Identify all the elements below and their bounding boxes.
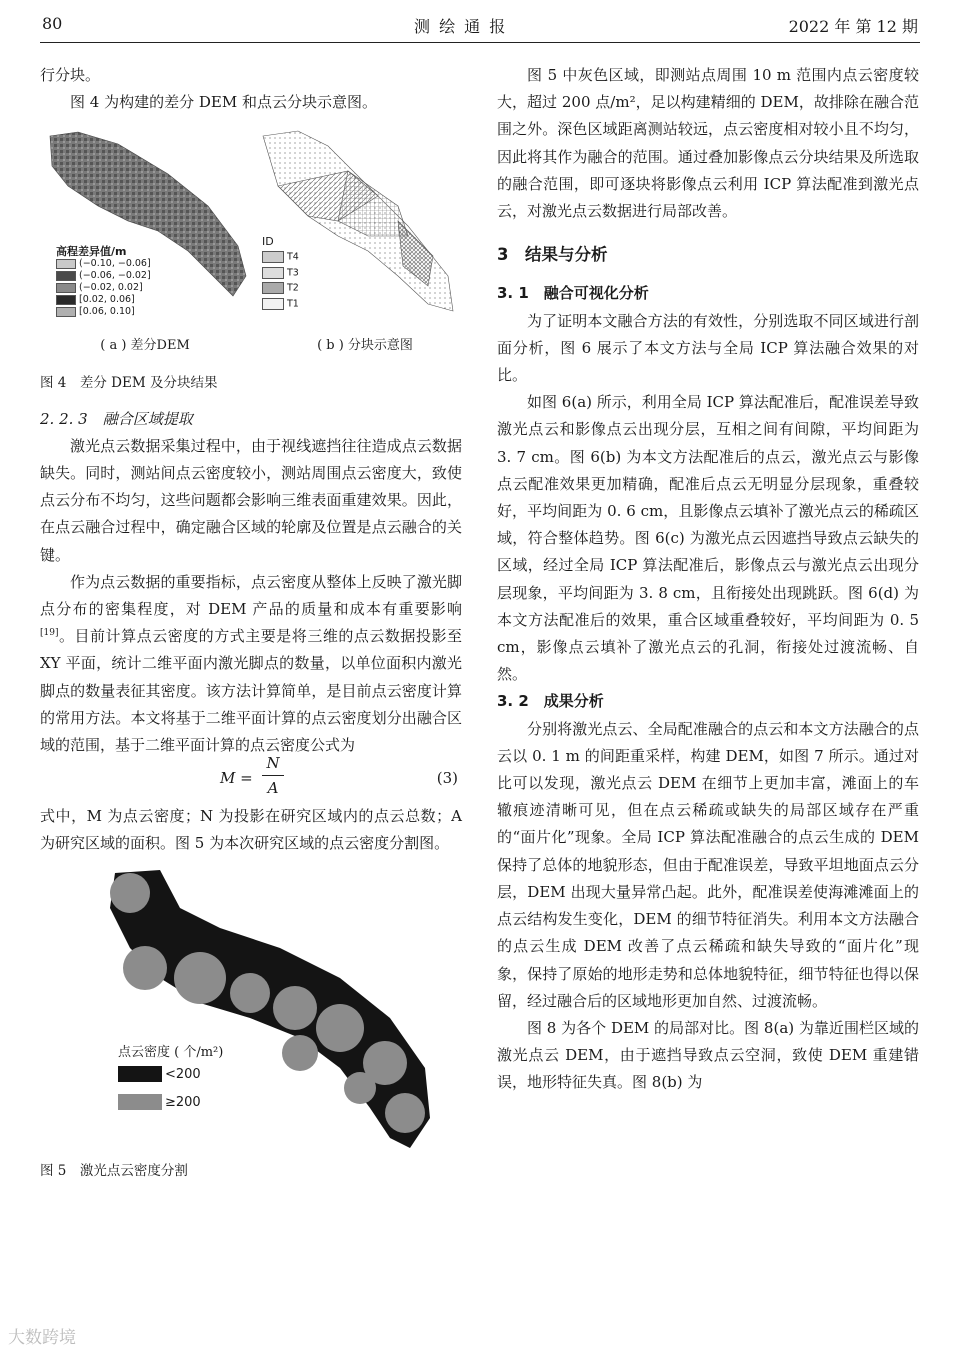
block-legend xyxy=(262,236,299,313)
equation-3 xyxy=(40,754,462,803)
legend-item: (−0.02, 0.02] xyxy=(56,282,151,294)
subcaption-b: ( b ) 分块示意图 xyxy=(317,338,413,354)
legend-item: [0.06, 0.10] xyxy=(56,306,151,318)
figure-caption: 图 4 差分 DEM 及分块结果 xyxy=(40,375,218,392)
dem-legend xyxy=(52,244,155,320)
journal-title: 测 绘 通 报 xyxy=(414,17,508,36)
subcaption-a: ( a ) 差分DEM xyxy=(100,338,190,354)
paragraph: 行分块。 xyxy=(40,66,101,84)
paragraph: 分别将激光点云、全局配准融合的点云和本文方法融合的点云以 0. 1 m 的间距重采样，构建 DEM，如图 7 所示。通过对比可以发现，激光点云 DEM 在细节上更加丰富，滩面上的车辙痕迹清晰可见，但在点云稀疏或缺失的局部区域存在严重的“面片化”现象。全局 ICP 算法配准融合的点云生成的 DEM 保持了总体的地貌形态，但由于配准误差，导致平坦地面点云分层，DEM 出现大量异常凸起。此外，配准误差使海滩滩面上的点云结构发生变化，DEM 的细节特征消失。利用本文方法融合的点云生成 DEM 改善了点云稀疏和缺失导致的“面片化”现象，保持了原始的地形走势和总体地貌特征，细节特征也得以保留，经过融合后的区域地形更加自然、过渡流畅。 xyxy=(497,719,919,1010)
figure-caption: 图 5 激光点云密度分割 xyxy=(40,1162,188,1179)
legend-title: 点云密度 ( 个/m²) xyxy=(118,1044,224,1060)
subsection-heading: 3. 1 融合可视化分析 xyxy=(497,284,649,303)
header-rule xyxy=(40,42,920,43)
figure-4 xyxy=(40,126,462,366)
paragraph: 图 4 为构建的差分 DEM 和点云分块示意图。 xyxy=(70,93,377,112)
left-column xyxy=(40,62,462,1185)
right-column xyxy=(497,62,919,1097)
legend-item: (−0.10, −0.06] xyxy=(56,258,151,270)
legend-item: [0.02, 0.06] xyxy=(56,294,151,306)
paragraph: 为了证明本文融合方法的有效性，分别选取不同区域进行剖面分析，图 6 展示了本文方法与全局 ICP 算法融合效果的对比。 xyxy=(497,311,919,385)
page-number: 80 xyxy=(42,14,63,33)
legend-item: ≥200 xyxy=(118,1094,223,1112)
issue-label: 2022 年 第 12 期 xyxy=(788,17,918,36)
equation-number: (3) xyxy=(436,769,458,788)
denominator: A xyxy=(267,779,279,798)
legend-item: (−0.06, −0.02] xyxy=(56,270,151,282)
density-legend xyxy=(118,1044,223,1112)
legend-item: T3 xyxy=(262,267,299,280)
section-heading: 2. 2. 3 融合区域提取 xyxy=(40,409,193,428)
legend-item: T1 xyxy=(262,298,299,311)
equation-fraction xyxy=(262,753,284,798)
paragraph: 式中，M 为点云密度；N 为投影在研究区域内的点云总数；A 为研究区域的面积。图 5 为本次研究区域的点云密度分割图。 xyxy=(40,807,462,853)
legend-item: T2 xyxy=(262,282,299,295)
legend-item: <200 xyxy=(118,1066,223,1084)
legend-title: 高程差异值/m xyxy=(56,245,127,259)
paragraph: 图 8 为各个 DEM 的局部对比。图 8(a) 为靠近围栏区域的激光点云 DEM，由于遮挡导致点云空洞，致使 DEM 重建错误，地形特征失真。图 8(b) 为 xyxy=(497,1018,919,1092)
legend-item: T4 xyxy=(262,251,299,264)
numerator: N xyxy=(266,754,280,773)
paragraph: 如图 6(a) 所示，利用全局 ICP 算法配准后，配准误差导致激光点云和影像点云出现分层，互相之间有间隙，平均间距为 3. 7 cm。图 6(b) 为本文方法配准后的点云，激光点云与影像点云配准效果更加精确，配准后点云无明显分层现象，重叠较好，平均间距为 0. 6 cm，且影像点云填补了激光点云的稀疏区域，符合整体趋势。图 6(c) 为激光点云因遮挡导致点云缺失的区域，经过全局 ICP 算法配准后，影像点云与激光点云出现分层现象，平均间距为 3. 8 cm，且衔接处出现跳跃。图 6(d) 为本文方法配准后的效果，重合区域重叠较好，平均间距为 0. 5 cm，影像点云填补了激光点云的孔洞，衔接处过渡流畅、自然。 xyxy=(497,393,919,684)
paragraph: 激光点云数据采集过程中，由于视线遮挡往往造成点云数据缺失。同时，测站间点云密度较小，测站周围点云密度大，致使点云分布不均匀，这些问题都会影响三维表面重建效果。因此，在点云融合过程中，确定融合区域的轮廓及位置是点云融合的关键。 xyxy=(40,436,462,564)
paragraph: 图 5 中灰色区域，即测站点周围 10 m 范围内点云密度较大，超过 200 点/m²，足以构建精细的 DEM，故排除在融合范围之外。深色区域距离测站较远，点云密度相对较小且不均匀，因此将其作为融合的范围。通过叠加影像点云分块结果及所选取的融合范围，即可逐块将影像点云利用 ICP 算法配准到激光点云，对激光点云数据进行局部改善。 xyxy=(497,66,919,221)
section-heading: 3 结果与分析 xyxy=(497,245,608,265)
citation: [19] xyxy=(40,628,59,639)
figure-5 xyxy=(40,868,462,1158)
subsection-heading: 3. 2 成果分析 xyxy=(497,692,604,711)
equation-lhs: M = xyxy=(220,769,253,788)
watermark: 大数跨境 xyxy=(8,1328,76,1348)
paragraph: 作为点云数据的重要指标，点云密度从整体上反映了激光脚点分布的密集程度，对 DEM 产品的质量和成本有重要影响[19]。目前计算点云密度的方式主要是将三维的点云数据投影至 XY 平面，统计二维平面内激光脚点的数量，以单位面积内激光脚点的数量表征其密度。该方法计算简单，是目前点云密度计算的常用方法。本文将基于二维平面计算的点云密度划分出融合区域的范围，基于二维平面计算的点云密度公式为 xyxy=(40,572,462,755)
legend-title: ID xyxy=(262,235,274,249)
